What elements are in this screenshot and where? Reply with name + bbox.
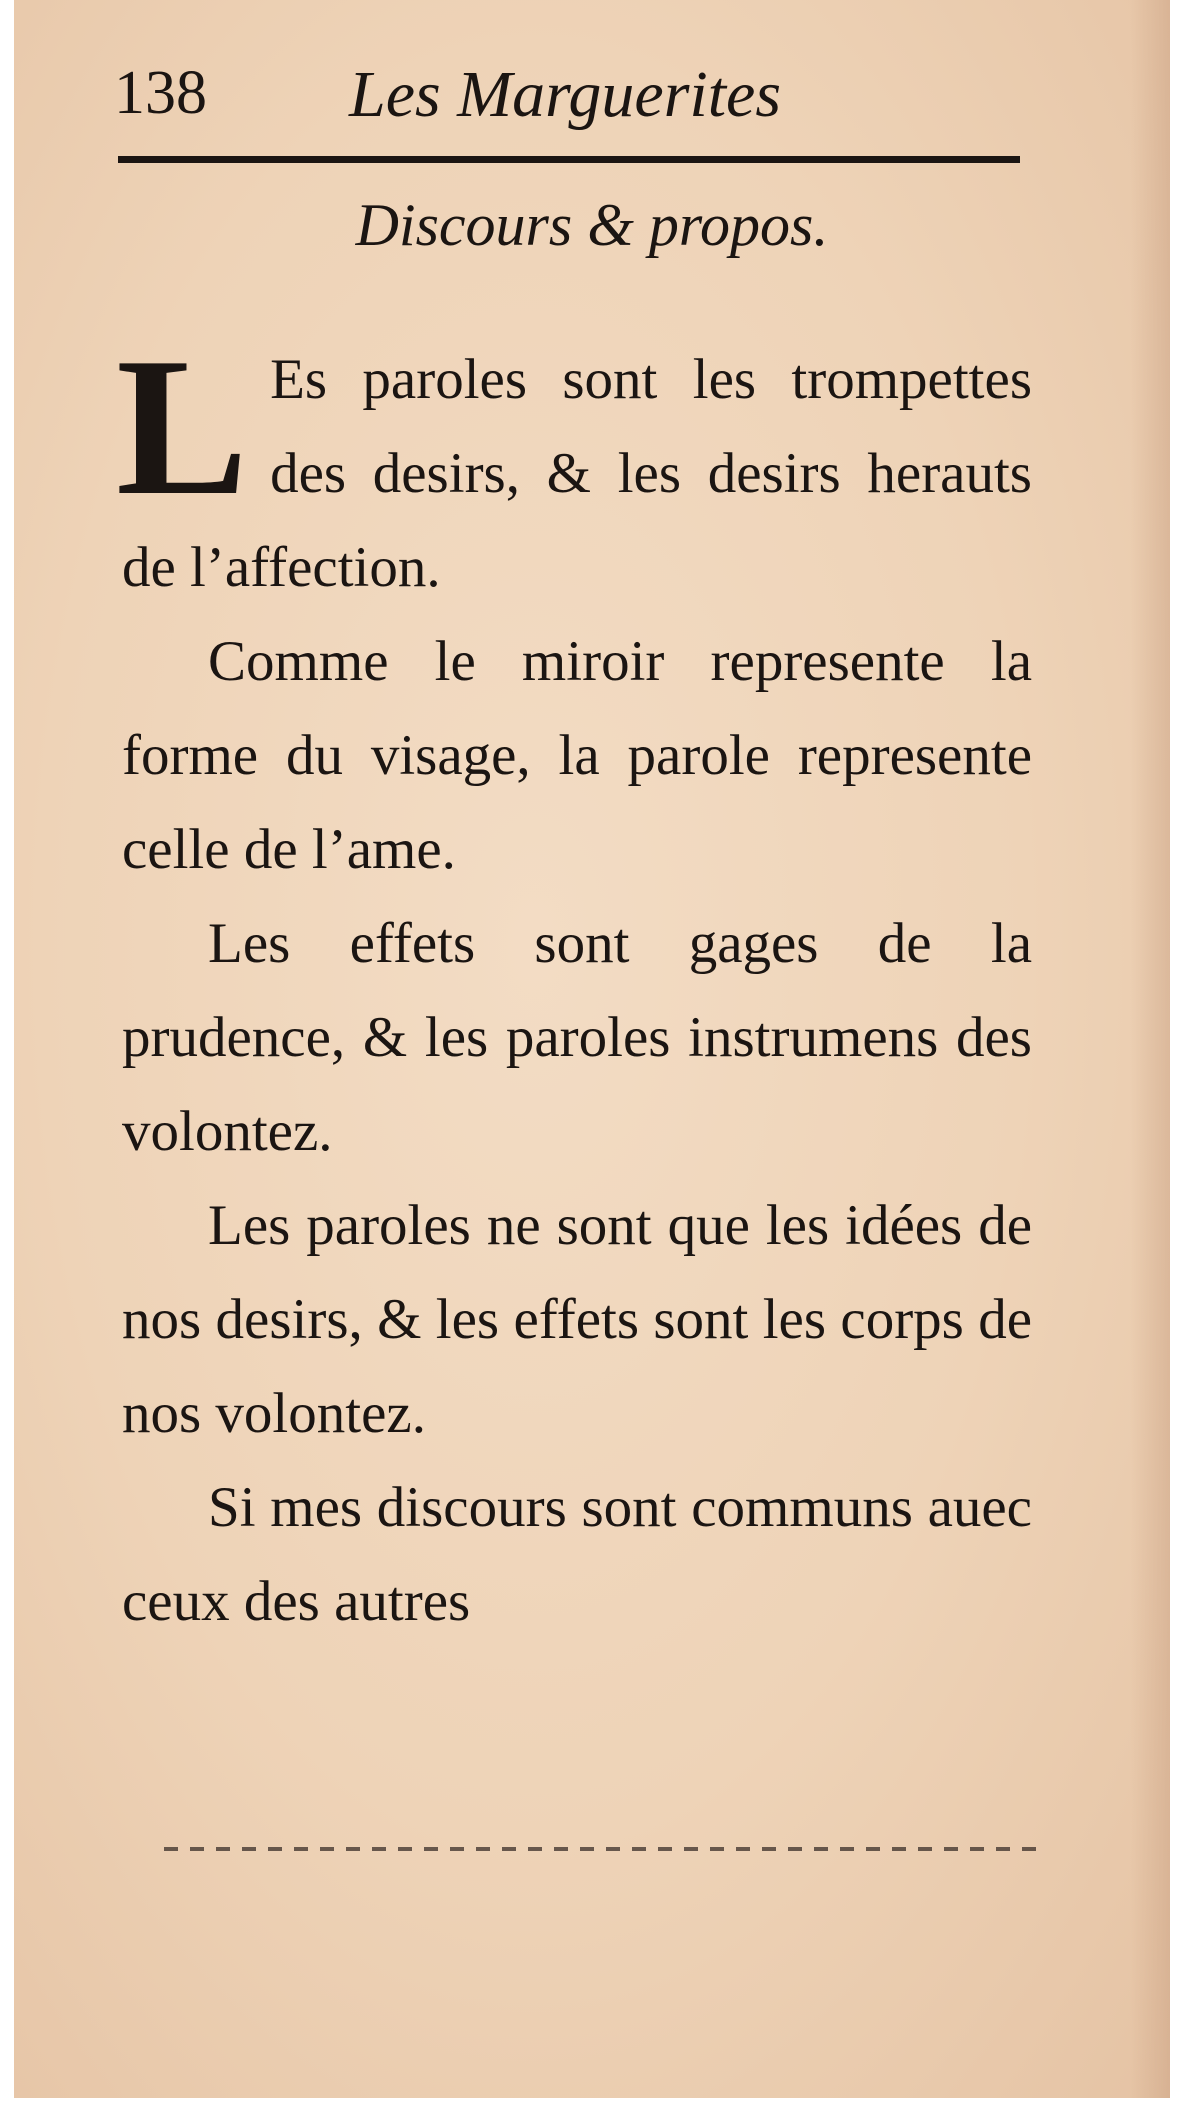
paragraph-5: Si mes discours sont communs auec ceux des autres	[122, 1476, 1032, 1633]
page-number: 138	[114, 59, 207, 127]
paragraph-2: Comme le miroir represente la forme du visage, la parole represente celle de l’ame.	[122, 630, 1032, 881]
page-edge-shadow	[1130, 0, 1170, 2098]
page-header	[114, 52, 1014, 142]
bottom-rule	[164, 1847, 1044, 1851]
body-text	[116, 317, 1032, 1649]
section-heading: Discours & propos.	[355, 192, 829, 258]
book-page	[14, 0, 1170, 2098]
paragraph-3: Les effets sont gages de la prudence, & les paroles instrumens des volontez.	[122, 912, 1032, 1163]
paragraph-4: Les paroles ne sont que les idées de nos desirs, & les effets sont les corps de nos volontez.	[122, 1194, 1032, 1445]
drop-cap: L	[116, 317, 249, 536]
paragraph-1-text: Es paroles sont les trompettes des desirs, & les desirs herauts de l’affection.	[122, 348, 1032, 599]
running-title: Les Marguerites	[349, 58, 782, 131]
header-rule	[118, 156, 1020, 163]
paragraph-1	[116, 317, 1032, 615]
